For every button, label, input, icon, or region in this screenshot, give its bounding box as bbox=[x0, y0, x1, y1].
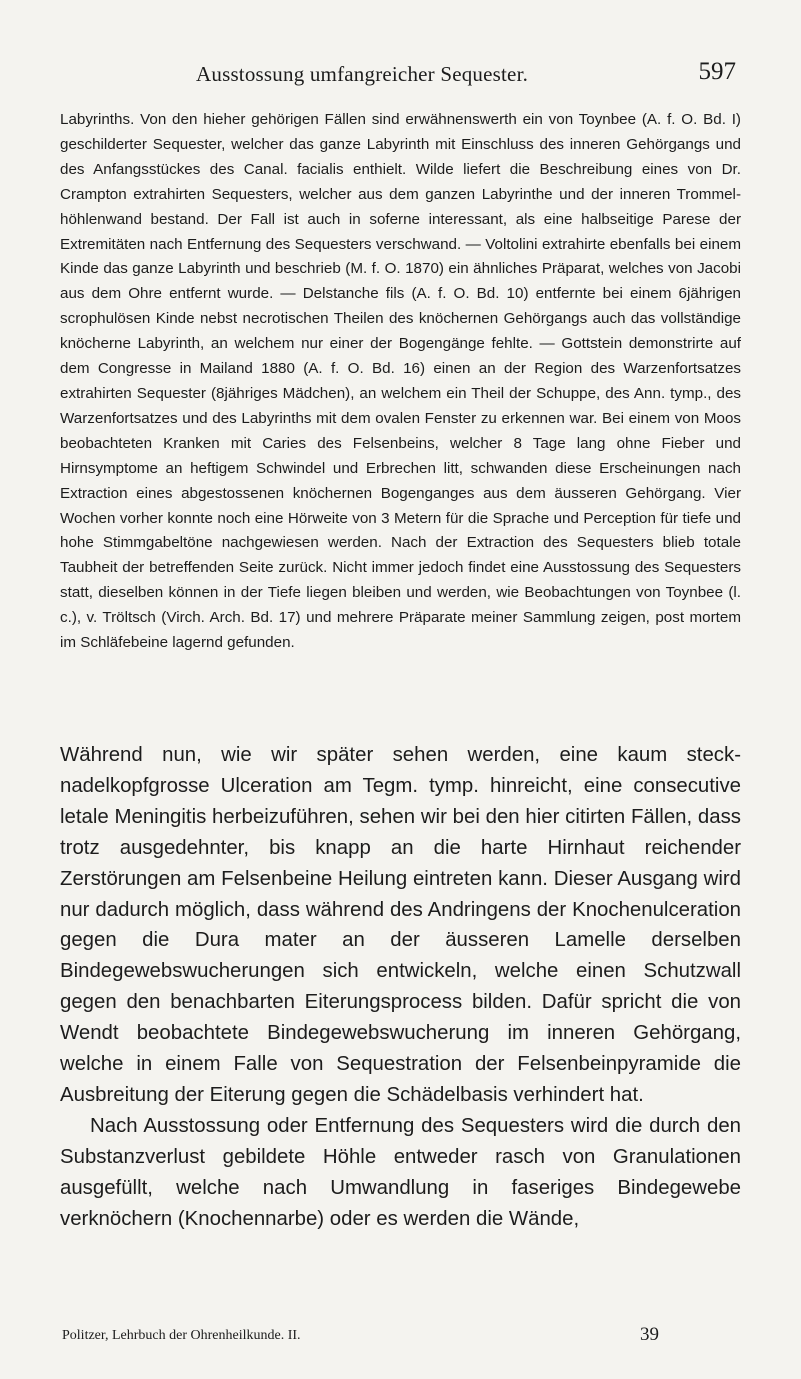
main-paragraph-1: Während nun, wie wir später sehen werden, eine kaum stecknadelkopfgrosse Ulceration am Tegm. tymp. hinreicht, eine consecutive letale Meningitis herbeizuführen, sehen wir bei den hier citirten Fällen, dass trotz ausgedehnter, bis knapp an die harte Hirnhaut reichender Zerstörungen am Felsenbeine Heilung eintreten kann. Dieser Ausgang wird nur dadurch möglich, dass während des Andringens der Knochenulceration gegen die Dura mater an der äusseren Lamelle derselben Bindegewebswucherungen sich entwickeln, welche einen Schutzwall gegen den benachbarten Eiterungsprocess bilden. Dafür spricht die von Wendt beobachtete Bindegewebswucherung im inneren Gehörgang, welche in einem Falle von Sequestration der Felsenbeinpyramide die Ausbreitung der Eiterung gegen die Schädelbasis verhindert hat. bbox=[60, 744, 741, 1106]
main-text-section bbox=[60, 740, 741, 1235]
main-paragraph-2: Nach Ausstossung oder Entfernung des Sequesters wird die durch den Substanzverlust gebildete Höhle entweder rasch von Granulationen ausgefüllt, welche nach Umwandlung in faseriges Bindegewebe verknöchern (Knochennarbe) oder es werden die Wände, bbox=[60, 1114, 741, 1230]
running-title: Ausstossung umfangreicher Sequester. bbox=[196, 62, 529, 86]
page-number: 597 bbox=[698, 58, 736, 85]
small-print-section bbox=[60, 108, 741, 656]
footer-signature: 39 bbox=[640, 1324, 659, 1345]
footer-source: Politzer, Lehrbuch der Ohrenheilkunde. II. bbox=[62, 1328, 301, 1343]
small-print-paragraph: Labyrinths. Von den hieher gehörigen Fällen sind erwähnenswerth ein von Toynbee (A. f. O. Bd. I) geschilderter Sequester, welcher das ganze Labyrinth mit Einschluss des inneren Gehörgangs und des Anfangsstückes des Canal. facialis enthielt. Wilde liefert die Beschreibung eines von Dr. Crampton extrahirten Sequesters, welcher aus dem ganzen Labyrinthe und der inneren Trommelhöhlenwand bestand. Der Fall ist auch in soferne interessant, als eine halbseitige Parese der Extremitäten nach Entfernung des Sequesters verschwand. — Voltolini extrahirte ebenfalls bei einem Kinde das ganze Labyrinth und beschrieb (M. f. O. 1870) ein ähnliches Präparat, welches von Jacobi aus dem Ohre entfernt wurde. — Delstanche fils (A. f. O. Bd. 10) entfernte bei einem 6jährigen scrophulösen Kinde nebst necrotischen Theilen des knöchernen Gehörgangs auch das vollständige knöcherne Labyrinth, an welchem nur einer der Bogengänge fehlte. — Gottstein demonstrirte auf dem Congresse in Mailand 1880 (A. f. O. Bd. 16) einen an der Region des Warzenfortsatzes extrahirten Sequester (8jähriges Mädchen), an welchem ein Theil der Schuppe, des Ann. tymp., des Warzenfortsatzes und des Labyrinths mit dem ovalen Fenster zu erkennen war. Bei einem von Moos beobachteten Kranken mit Caries des Felsenbeins, welcher 8 Tage lang ohne Fieber und Hirnsymptome an heftigem Schwindel und Erbrechen litt, schwanden diese Erscheinungen nach Extraction eines abgestossenen knöchernen Bogenganges aus dem äusseren Gehörgang. Vier Wochen vorher konnte noch eine Hörweite von 3 Metern für die Sprache und Perception für tiefe und hohe Stimmgabeltöne nachgewiesen werden. Nach der Extraction des Sequesters blieb totale Taubheit der betreffenden Seite zurück. Nicht immer jedoch findet eine Ausstossung des Sequesters statt, dieselben können in der Tiefe liegen bleiben und werden, wie Beobachtungen von Toynbee (l. c.), v. Tröltsch (Virch. Arch. Bd. 17) und mehrere Präparate meiner Sammlung zeigen, post mortem im Schläfebeine lagernd gefunden. bbox=[60, 111, 741, 652]
page-header bbox=[196, 58, 736, 96]
page-footer bbox=[60, 1322, 741, 1352]
